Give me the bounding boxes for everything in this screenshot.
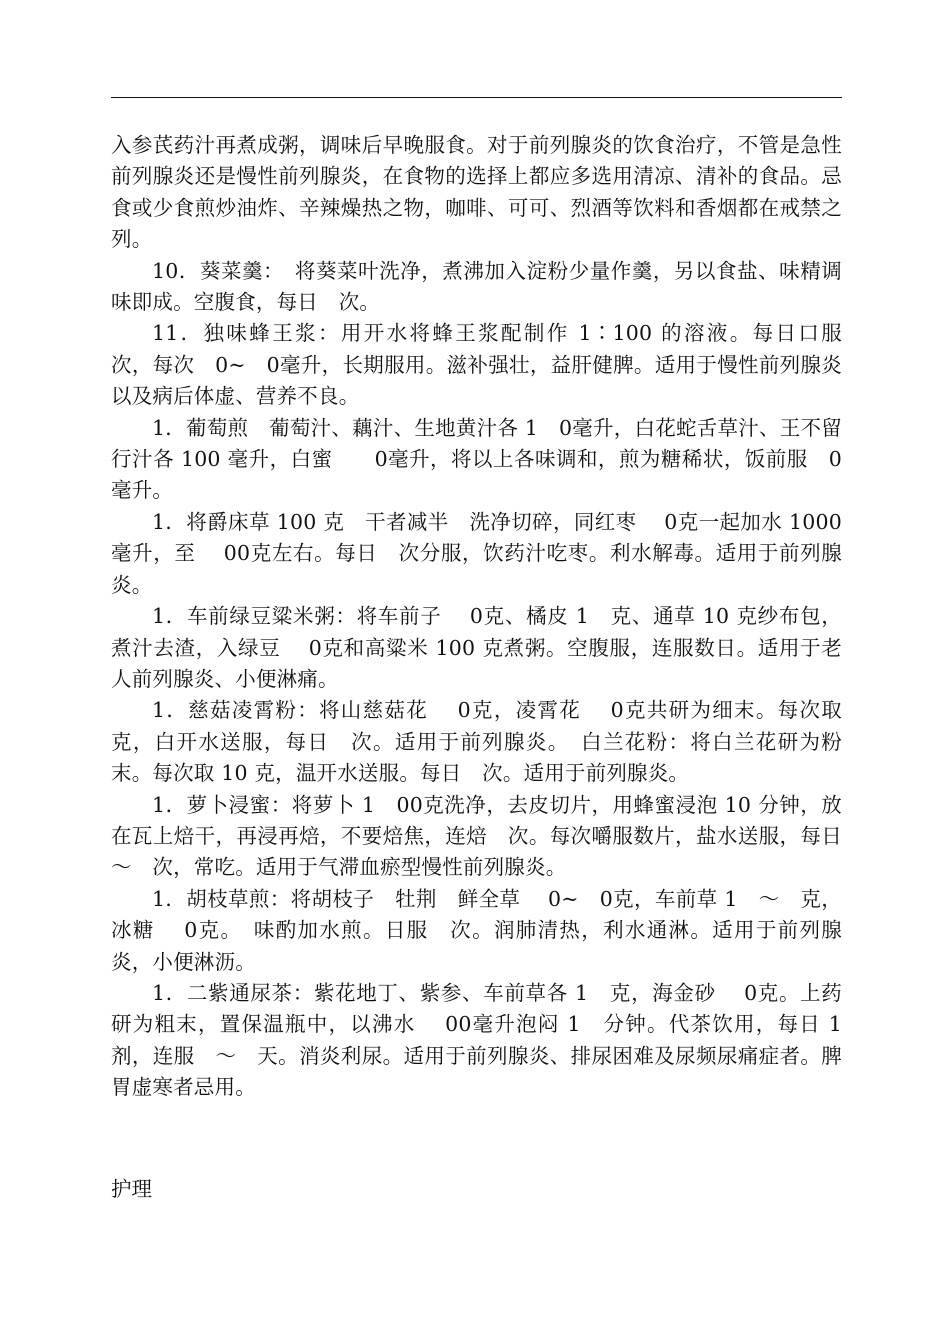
- paragraph-recipe-17: 1．胡枝草煎：将胡枝子 牡荆 鲜全草 0~ 0克，车前草 1 ～ 克，冰糖 0克。 味酌加水煎。日服 次。润肺清热，利水通淋。适用于前列腺炎，小便淋沥。: [111, 886, 842, 974]
- section-heading: 护理: [111, 1177, 152, 1201]
- paragraph-recipe-13: 1．将爵床草 100 克 干者减半 洗净切碎，同红枣 0克一起加水 1000 毫升，至 00克左右。每日 次分服，饮药汁吃枣。利水解毒。适用于前列腺炎。: [111, 509, 842, 597]
- paragraph-recipe-10: 10．葵菜羹： 将葵菜叶洗净，煮沸加入淀粉少量作羹，另以食盐、味精调味即成。空腹食，每日 次。: [111, 258, 842, 315]
- paragraph-recipe-11: 11．独味蜂王浆：用开水将蜂王浆配制作 1∶100 的溶液。每日口服 次，每次 0~ 0毫升，长期服用。滋补强壮，益肝健脾。适用于慢性前列腺炎以及病后体虚、营养不良。: [111, 321, 863, 409]
- header-rule: [111, 97, 842, 98]
- paragraph-recipe-14: 1．车前绿豆粱米粥：将车前子 0克、橘皮 1 克、通草 10 克纱布包，煮汁去渣，入绿豆 0克和高粱米 100 克煮粥。空腹服，连服数日。适用于老人前列腺炎、小便淋痛。: [111, 604, 842, 691]
- paragraph-recipe-18: 1．二紫通尿茶：紫花地丁、紫参、车前草各 1 克，海金砂 0克。上药研为粗末，置保温瓶中，以沸水 00毫升泡闷 1 分钟。代茶饮用，每日 1 剂，连服 ～ 天。消炎利尿。适用于前列腺炎、排尿困难及尿频尿痛症者。脾胃虚寒者忌用。: [111, 980, 842, 1100]
- paragraph-continued: 入参芪药汁再煮成粥，调味后早晚服食。对于前列腺炎的饮食治疗，不管是急性前列腺炎还是慢性前列腺炎，在食物的选择上都应多选用清凉、清补的食品。忌食或少食煎炒油炸、辛辣燥热之物，咖啡、可可、烈酒等饮料和香烟都在戒禁之列。: [111, 133, 842, 252]
- page-body: [111, 130, 863, 1104]
- paragraph-recipe-16: 1．萝卜浸蜜：将萝卜 1 00克洗净，去皮切片，用蜂蜜浸泡 10 分钟，放在瓦上焙干，再浸再焙，不要焙焦，连焙 次。每次嚼服数片，盐水送服，每日 ～ 次，常吃。适用于气滞血瘀型慢性前列腺炎。: [111, 792, 863, 880]
- paragraph-recipe-12: 1．葡萄煎 葡萄汁、藕汁、生地黄汁各 1 0毫升，白花蛇舌草汁、王不留行汁各 100 毫升，白蜜 0毫升，将以上各味调和，煎为糖稀状，饭前服 0毫升。: [111, 415, 842, 503]
- paragraph-recipe-15: 1．慈菇凌霄粉：将山慈菇花 0克，凌霄花 0克共研为细末。每次取 克，白开水送服，每日 次。适用于前列腺炎。 白兰花粉：将白兰花研为粉末。每次取 10 克，温开水送服。每日 次。适用于前列腺炎。: [111, 698, 863, 786]
